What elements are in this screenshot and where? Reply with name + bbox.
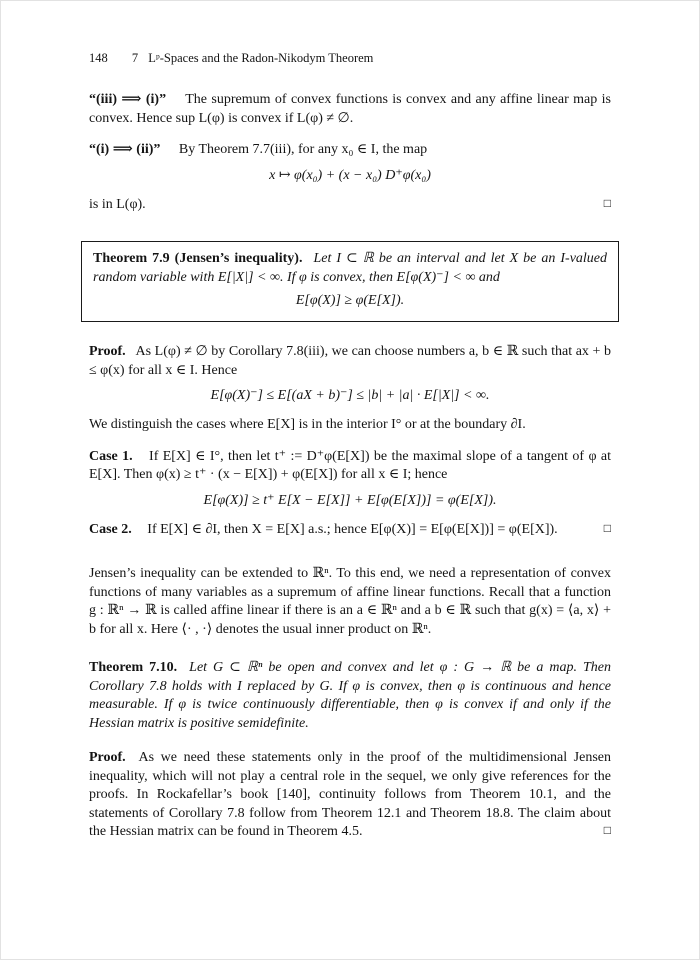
display-formula-jensen-inequality: E[φ(X)] ≥ φ(E[X]). — [295, 293, 405, 308]
theorem-7-10-statement — [89, 659, 611, 733]
display-formula-jensen-case-1: E[φ(X)] ≥ t⁺ E[X − E[X]] + E[φ(E[X])] = φ(E[X]). — [203, 492, 497, 508]
theorem-7-9-title: Theorem 7.9 (Jensen’s inequality). — [93, 251, 303, 266]
paragraph-proof-7-10 — [89, 749, 611, 842]
case-1-label: Case 1. — [89, 448, 133, 464]
page-header — [89, 51, 611, 66]
case-2-text: If E[X] ∈ ∂I, then X = E[X] a.s.; hence E[φ(X)] = E[φ(E[X])] = φ(E[X]). — [147, 521, 558, 537]
paragraph-case-1 — [89, 448, 611, 485]
paragraph-text: is in L(φ). — [89, 196, 146, 212]
theorem-7-10-title: Theorem 7.10. — [89, 660, 178, 675]
qed-square: □ — [603, 195, 611, 210]
theorem-7-10-body: Let G ⊂ ℝⁿ be open and convex and let φ : G → ℝ be a map. Then Corollary 7.8 holds with I replaced by G. If φ is convex, then φ is continuous and hence measurable. If φ is twice continuously differentiable, then φ is convex if and only if the Hessian matrix is positive semidefinite. — [89, 660, 611, 731]
qed-square: □ — [603, 823, 611, 837]
paragraph-text: The supremum of convex functions is convex and any affine linear map is convex. Hence sup L(φ) is convex if L(φ) ≠ ∅. — [89, 92, 611, 126]
qed-square: □ — [603, 520, 611, 535]
proof-label: Proof. — [89, 750, 126, 765]
paragraph-text: By Theorem 7.7(iii), for any x₀ ∈ I, the map — [178, 142, 428, 157]
display-formula-tangent-map: x ↦ φ(x₀) + (x − x₀) D⁺φ(x₀) — [269, 167, 431, 183]
line-is-in-L-phi — [89, 196, 611, 215]
proof-text: As we need these statements only in the proof of the multidimensional Jensen inequality, which will not play a central role in the sequel, we only give references for the proofs. In Rockafellar’s book [140], continuity follows from Theorem 10.1, and the statements of Corollary 7.8 follow from Theorem 12.1 and Theorem 18.8. The claim about the Hessian matrix can be found in Theorem 4.5. — [89, 750, 612, 839]
proof-label: Proof. — [89, 344, 126, 359]
theorem-7-9-statement — [93, 250, 607, 287]
paragraph-implication-i-ii — [89, 141, 611, 160]
implication-label-iii-i: “(iii) ⟹ (i)” — [89, 92, 167, 107]
proof-text: As L(φ) ≠ ∅ by Corollary 7.8(iii), we can choose numbers a, b ∈ ℝ such that ax + b ≤ φ(x) for all x ∈ I. Hence — [89, 344, 611, 378]
paragraph-case-distinction: We distinguish the cases where E[X] is in the interior I° or at the boundary ∂I. — [89, 417, 526, 432]
chapter-number: 7 — [131, 51, 139, 65]
paragraph-implication-iii-i — [89, 91, 611, 128]
display-formula-expectation-bound: E[φ(X)⁻] ≤ E[(aX + b)⁻] ≤ |b| + |a| · E[|X|] < ∞. — [210, 388, 490, 403]
paragraph-proof-7-9 — [89, 343, 611, 380]
case-2-label: Case 2. — [89, 521, 132, 537]
theorem-box-7-9 — [81, 241, 619, 322]
implication-label-i-ii: “(i) ⟹ (ii)” — [89, 142, 161, 157]
theorem-7-9-body: Let I ⊂ ℝ be an interval and let X be an I-valued random variable with E[|X|] < ∞. If φ is convex, then E[φ(X)⁻] < ∞ and — [93, 251, 608, 285]
case-1-text: If E[X] ∈ I°, then let t⁺ := D⁺φ(E[X]) be the maximal slope of a tangent of φ at E[X]. Then φ(x) ≥ t⁺ · (x − E[X]) + φ(E[X]) for all x ∈ I; hence — [89, 448, 611, 482]
page-number: 148 — [89, 51, 108, 65]
running-title: Lᵖ-Spaces and the Radon-Nikodym Theorem — [148, 51, 374, 65]
paragraph-case-2 — [89, 521, 611, 540]
paragraph-extension-rn: Jensen’s inequality can be extended to ℝⁿ. To this end, we need a representation of convex functions of many variables as a supremum of affine linear functions. Recall that a function g : ℝⁿ → ℝ is called affine linear if there is an a ∈ ℝⁿ and a b ∈ ℝ such that g(x) = ⟨a, x⟩ + b for all x. Here ⟨· , ·⟩ denotes the usual inner product on ℝⁿ. — [89, 566, 611, 637]
